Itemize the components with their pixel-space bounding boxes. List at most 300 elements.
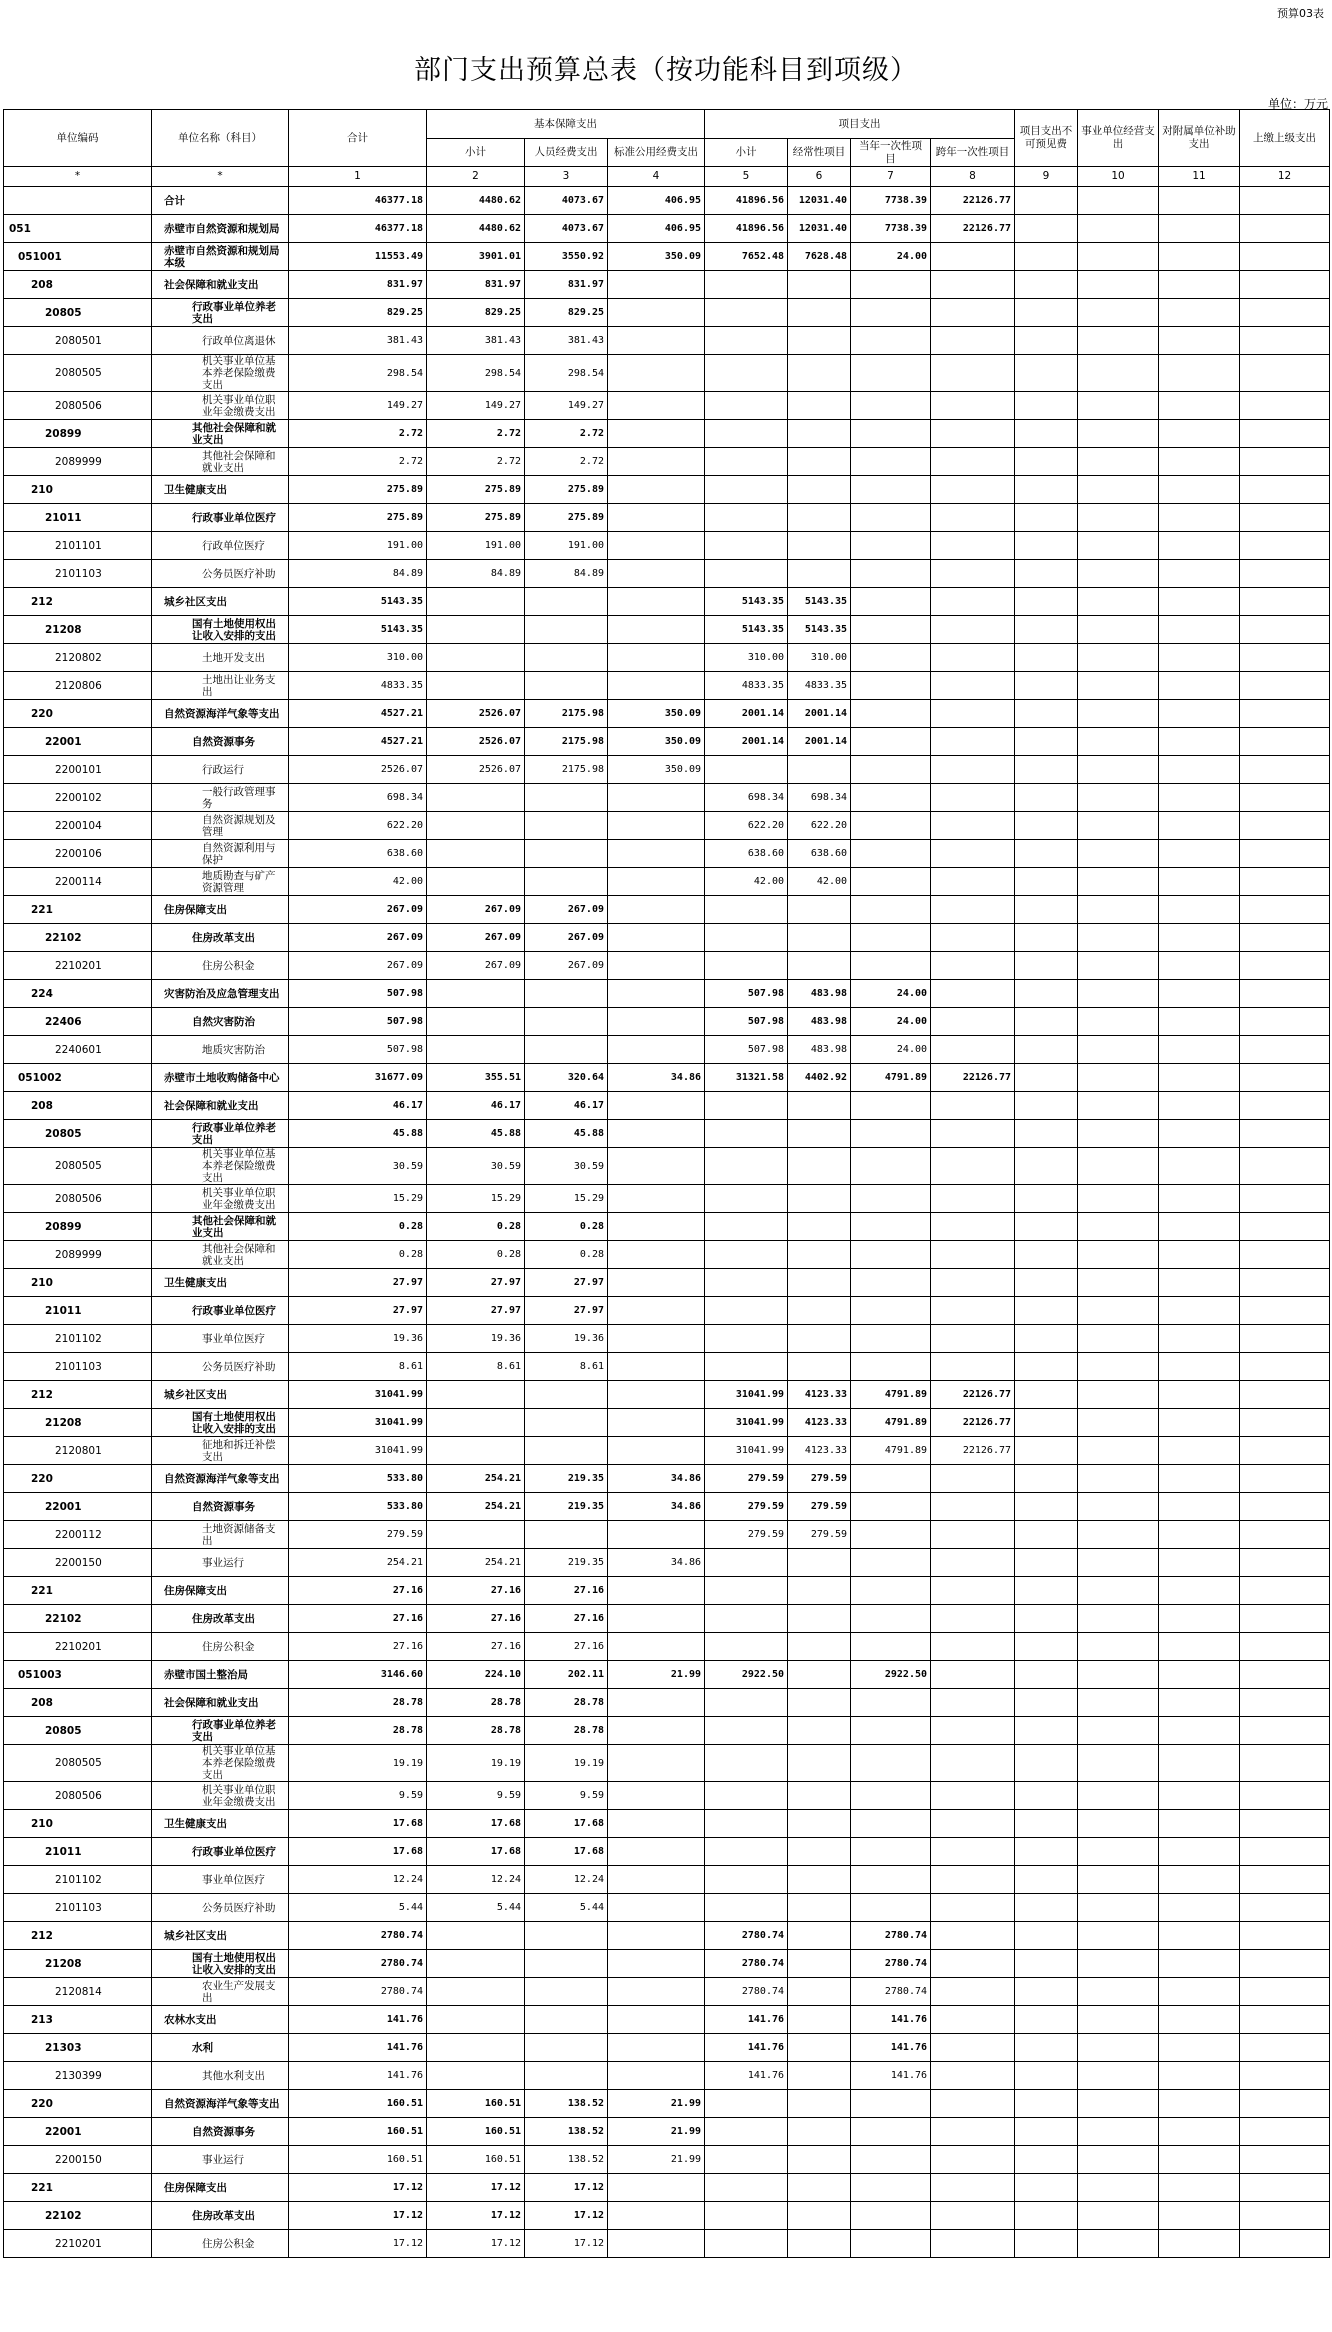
row-value bbox=[608, 1689, 705, 1717]
row-value bbox=[608, 1353, 705, 1381]
row-value bbox=[788, 1269, 851, 1297]
row-value: 483.98 bbox=[788, 1008, 851, 1036]
row-value: 275.89 bbox=[289, 504, 427, 532]
row-value: 27.97 bbox=[525, 1269, 608, 1297]
row-value bbox=[1240, 1465, 1330, 1493]
row-value: 28.78 bbox=[525, 1689, 608, 1717]
row-name: 行政运行 bbox=[152, 756, 289, 784]
row-value bbox=[788, 327, 851, 355]
row-value bbox=[851, 2202, 931, 2230]
row-value bbox=[851, 1894, 931, 1922]
column-index: 4 bbox=[608, 167, 705, 187]
row-value bbox=[788, 1577, 851, 1605]
row-name: 国有土地使用权出让收入安排的支出 bbox=[152, 616, 289, 644]
table-row bbox=[4, 392, 1330, 420]
row-value bbox=[1159, 1241, 1240, 1269]
row-value: 28.78 bbox=[289, 1689, 427, 1717]
row-code: 208 bbox=[4, 1689, 152, 1717]
row-value bbox=[1159, 1745, 1240, 1782]
table-row bbox=[4, 1950, 1330, 1978]
header-recurring: 经常性项目 bbox=[788, 139, 851, 167]
row-code: 21011 bbox=[4, 1297, 152, 1325]
row-value bbox=[705, 327, 788, 355]
row-value bbox=[1078, 952, 1159, 980]
row-value bbox=[1015, 1185, 1078, 1213]
row-code: 2101102 bbox=[4, 1325, 152, 1353]
row-code: 210 bbox=[4, 1269, 152, 1297]
row-value bbox=[705, 896, 788, 924]
row-value bbox=[851, 1353, 931, 1381]
row-value bbox=[851, 1605, 931, 1633]
row-value: 17.12 bbox=[289, 2230, 427, 2258]
row-value: 19.36 bbox=[427, 1325, 525, 1353]
row-name: 社会保障和就业支出 bbox=[152, 1689, 289, 1717]
row-value: 31041.99 bbox=[705, 1381, 788, 1409]
row-value bbox=[608, 980, 705, 1008]
row-value bbox=[788, 1297, 851, 1325]
row-value: 34.86 bbox=[608, 1549, 705, 1577]
row-value bbox=[851, 1810, 931, 1838]
row-name: 城乡社区支出 bbox=[152, 588, 289, 616]
row-value: 160.51 bbox=[427, 2118, 525, 2146]
row-value: 219.35 bbox=[525, 1465, 608, 1493]
row-value bbox=[788, 271, 851, 299]
row-value: 533.80 bbox=[289, 1493, 427, 1521]
row-value bbox=[608, 1717, 705, 1745]
row-value bbox=[1159, 243, 1240, 271]
row-value bbox=[788, 2118, 851, 2146]
row-value bbox=[427, 2062, 525, 2090]
row-value: 406.95 bbox=[608, 187, 705, 215]
row-value: 267.09 bbox=[427, 952, 525, 980]
row-value bbox=[608, 560, 705, 588]
table-row bbox=[4, 896, 1330, 924]
row-value bbox=[788, 1241, 851, 1269]
row-value bbox=[1015, 560, 1078, 588]
table-row bbox=[4, 1894, 1330, 1922]
row-value bbox=[931, 476, 1015, 504]
row-value bbox=[851, 504, 931, 532]
row-value bbox=[788, 2034, 851, 2062]
table-row bbox=[4, 1185, 1330, 1213]
row-value bbox=[1240, 448, 1330, 476]
row-value bbox=[1015, 644, 1078, 672]
row-value bbox=[608, 1325, 705, 1353]
row-value bbox=[788, 420, 851, 448]
row-value bbox=[851, 812, 931, 840]
row-value bbox=[1240, 2230, 1330, 2258]
row-value bbox=[525, 2062, 608, 2090]
row-value bbox=[427, 868, 525, 896]
row-value bbox=[1240, 1978, 1330, 2006]
row-value bbox=[931, 644, 1015, 672]
row-value bbox=[705, 532, 788, 560]
row-value bbox=[931, 1605, 1015, 1633]
row-value: 45.88 bbox=[525, 1120, 608, 1148]
row-value bbox=[705, 299, 788, 327]
row-value bbox=[1078, 1036, 1159, 1064]
row-code: 221 bbox=[4, 2174, 152, 2202]
row-value: 141.76 bbox=[289, 2006, 427, 2034]
row-value bbox=[788, 2146, 851, 2174]
row-value bbox=[705, 1633, 788, 1661]
row-value: 191.00 bbox=[289, 532, 427, 560]
row-value bbox=[1240, 355, 1330, 392]
row-value bbox=[931, 1008, 1015, 1036]
row-value: 28.78 bbox=[427, 1717, 525, 1745]
row-value bbox=[427, 588, 525, 616]
row-value bbox=[1078, 1185, 1159, 1213]
row-value bbox=[851, 1185, 931, 1213]
row-value bbox=[931, 1978, 1015, 2006]
row-name: 国有土地使用权出让收入安排的支出 bbox=[152, 1409, 289, 1437]
row-code: 2101103 bbox=[4, 1353, 152, 1381]
row-value: 34.86 bbox=[608, 1064, 705, 1092]
row-value bbox=[1015, 1325, 1078, 1353]
row-value bbox=[1159, 1185, 1240, 1213]
row-value: 34.86 bbox=[608, 1493, 705, 1521]
row-name: 土地资源储备支出 bbox=[152, 1521, 289, 1549]
row-value bbox=[705, 1689, 788, 1717]
row-value bbox=[1078, 1120, 1159, 1148]
row-name: 住房改革支出 bbox=[152, 2202, 289, 2230]
row-value bbox=[1015, 1353, 1078, 1381]
header-code: 单位编码 bbox=[4, 110, 152, 167]
row-value: 267.09 bbox=[525, 896, 608, 924]
row-value bbox=[1240, 420, 1330, 448]
table-row bbox=[4, 1036, 1330, 1064]
row-value bbox=[851, 299, 931, 327]
row-value bbox=[1159, 1978, 1240, 2006]
row-value bbox=[1159, 952, 1240, 980]
row-name: 住房保障支出 bbox=[152, 1577, 289, 1605]
row-value bbox=[931, 243, 1015, 271]
row-value bbox=[788, 504, 851, 532]
row-value bbox=[1240, 980, 1330, 1008]
row-code: 221 bbox=[4, 1577, 152, 1605]
row-value bbox=[1015, 2174, 1078, 2202]
table-row bbox=[4, 1689, 1330, 1717]
table-row bbox=[4, 812, 1330, 840]
row-code: 208 bbox=[4, 271, 152, 299]
row-value bbox=[931, 1036, 1015, 1064]
row-value bbox=[705, 1148, 788, 1185]
row-value bbox=[427, 784, 525, 812]
row-value bbox=[1078, 187, 1159, 215]
row-value: 138.52 bbox=[525, 2146, 608, 2174]
row-code bbox=[4, 187, 152, 215]
column-index: 12 bbox=[1240, 167, 1330, 187]
row-value bbox=[1078, 1633, 1159, 1661]
row-value: 5.44 bbox=[427, 1894, 525, 1922]
row-value bbox=[1015, 1810, 1078, 1838]
row-value: 22126.77 bbox=[931, 1064, 1015, 1092]
table-row bbox=[4, 532, 1330, 560]
table-row bbox=[4, 588, 1330, 616]
row-value bbox=[1159, 1633, 1240, 1661]
row-value bbox=[788, 1810, 851, 1838]
column-index: 5 bbox=[705, 167, 788, 187]
row-value bbox=[608, 1269, 705, 1297]
row-value bbox=[1240, 700, 1330, 728]
row-value bbox=[705, 1297, 788, 1325]
table-row bbox=[4, 1148, 1330, 1185]
row-value bbox=[788, 1120, 851, 1148]
table-row bbox=[4, 2118, 1330, 2146]
row-value bbox=[1240, 1036, 1330, 1064]
row-value bbox=[1159, 2202, 1240, 2230]
row-value bbox=[1159, 532, 1240, 560]
table-row bbox=[4, 476, 1330, 504]
row-value: 2780.74 bbox=[851, 1950, 931, 1978]
row-value: 27.16 bbox=[427, 1605, 525, 1633]
row-value: 17.12 bbox=[289, 2174, 427, 2202]
row-value bbox=[705, 756, 788, 784]
row-value: 267.09 bbox=[427, 896, 525, 924]
row-value bbox=[1015, 1605, 1078, 1633]
row-value bbox=[1159, 728, 1240, 756]
row-value bbox=[851, 616, 931, 644]
row-value bbox=[931, 1950, 1015, 1978]
row-value bbox=[705, 1549, 788, 1577]
row-value: 279.59 bbox=[788, 1521, 851, 1549]
row-value: 141.76 bbox=[851, 2062, 931, 2090]
row-value: 507.98 bbox=[705, 980, 788, 1008]
row-value bbox=[525, 840, 608, 868]
budget-table bbox=[3, 109, 1330, 2258]
row-value bbox=[788, 1213, 851, 1241]
row-value bbox=[931, 1269, 1015, 1297]
row-value bbox=[1240, 1437, 1330, 1465]
row-value: 320.64 bbox=[525, 1064, 608, 1092]
row-value bbox=[1078, 812, 1159, 840]
row-value bbox=[851, 1717, 931, 1745]
row-value bbox=[851, 644, 931, 672]
row-value bbox=[1240, 896, 1330, 924]
row-name: 行政事业单位养老支出 bbox=[152, 1717, 289, 1745]
row-value bbox=[608, 1605, 705, 1633]
row-name: 城乡社区支出 bbox=[152, 1922, 289, 1950]
row-value bbox=[931, 2118, 1015, 2146]
row-value bbox=[1078, 504, 1159, 532]
row-value: 829.25 bbox=[289, 299, 427, 327]
row-value: 12.24 bbox=[427, 1866, 525, 1894]
row-value bbox=[525, 616, 608, 644]
row-value bbox=[1015, 588, 1078, 616]
row-value: 27.97 bbox=[525, 1297, 608, 1325]
row-value: 2780.74 bbox=[705, 1950, 788, 1978]
row-value bbox=[608, 1297, 705, 1325]
row-code: 2101103 bbox=[4, 560, 152, 588]
row-value: 191.00 bbox=[427, 532, 525, 560]
row-value bbox=[851, 1465, 931, 1493]
table-row bbox=[4, 1577, 1330, 1605]
table-row bbox=[4, 1064, 1330, 1092]
row-code: 2210201 bbox=[4, 952, 152, 980]
row-code: 2080505 bbox=[4, 1148, 152, 1185]
row-value: 149.27 bbox=[525, 392, 608, 420]
row-value bbox=[851, 2174, 931, 2202]
row-value bbox=[1240, 504, 1330, 532]
row-value: 15.29 bbox=[525, 1185, 608, 1213]
row-value bbox=[608, 588, 705, 616]
table-row bbox=[4, 243, 1330, 271]
row-value bbox=[931, 1633, 1015, 1661]
row-name: 自然资源事务 bbox=[152, 1493, 289, 1521]
row-value bbox=[851, 2146, 931, 2174]
row-value: 191.00 bbox=[525, 532, 608, 560]
row-name: 公务员医疗补助 bbox=[152, 1894, 289, 1922]
row-value bbox=[1159, 1120, 1240, 1148]
row-value bbox=[525, 1922, 608, 1950]
row-value bbox=[1015, 504, 1078, 532]
row-value bbox=[1159, 896, 1240, 924]
row-code: 2101101 bbox=[4, 532, 152, 560]
row-value bbox=[525, 1008, 608, 1036]
table-row bbox=[4, 980, 1330, 1008]
table-row bbox=[4, 1465, 1330, 1493]
row-value: 5143.35 bbox=[289, 588, 427, 616]
row-value: 24.00 bbox=[851, 1036, 931, 1064]
row-name: 机关事业单位职业年金缴费支出 bbox=[152, 1782, 289, 1810]
row-value bbox=[931, 1465, 1015, 1493]
row-value: 21.99 bbox=[608, 2118, 705, 2146]
row-value bbox=[1159, 2062, 1240, 2090]
row-code: 2200101 bbox=[4, 756, 152, 784]
row-name: 合计 bbox=[152, 187, 289, 215]
row-value: 24.00 bbox=[851, 980, 931, 1008]
row-value bbox=[705, 392, 788, 420]
row-value: 0.28 bbox=[525, 1241, 608, 1269]
row-code: 20805 bbox=[4, 1717, 152, 1745]
row-name: 自然资源事务 bbox=[152, 2118, 289, 2146]
row-value bbox=[608, 840, 705, 868]
row-value bbox=[1240, 1838, 1330, 1866]
row-code: 2200102 bbox=[4, 784, 152, 812]
header-basic: 基本保障支出 bbox=[427, 110, 705, 139]
row-value bbox=[788, 1549, 851, 1577]
row-value: 31677.09 bbox=[289, 1064, 427, 1092]
table-row bbox=[4, 672, 1330, 700]
row-value bbox=[1015, 896, 1078, 924]
row-value bbox=[1078, 2174, 1159, 2202]
row-code: 212 bbox=[4, 1922, 152, 1950]
row-value bbox=[1078, 2202, 1159, 2230]
row-value bbox=[1240, 2090, 1330, 2118]
row-value bbox=[851, 532, 931, 560]
row-value bbox=[608, 2230, 705, 2258]
row-value: 2526.07 bbox=[289, 756, 427, 784]
column-index: 3 bbox=[525, 167, 608, 187]
row-value bbox=[1159, 476, 1240, 504]
row-value: 507.98 bbox=[705, 1036, 788, 1064]
header-personnel: 人员经费支出 bbox=[525, 139, 608, 167]
row-value bbox=[608, 1922, 705, 1950]
row-value bbox=[1078, 2118, 1159, 2146]
row-value bbox=[931, 616, 1015, 644]
row-value: 2780.74 bbox=[705, 1978, 788, 2006]
row-value bbox=[1240, 1810, 1330, 1838]
row-value: 45.88 bbox=[427, 1120, 525, 1148]
row-value bbox=[1159, 2174, 1240, 2202]
table-row bbox=[4, 2230, 1330, 2258]
row-value bbox=[608, 420, 705, 448]
row-value bbox=[608, 616, 705, 644]
row-value bbox=[1015, 1782, 1078, 1810]
row-value bbox=[1078, 756, 1159, 784]
row-value bbox=[931, 1549, 1015, 1577]
row-value: 21.99 bbox=[608, 1661, 705, 1689]
row-value bbox=[1159, 187, 1240, 215]
row-value: 31041.99 bbox=[705, 1409, 788, 1437]
row-value bbox=[788, 1353, 851, 1381]
row-value: 41896.56 bbox=[705, 187, 788, 215]
table-row bbox=[4, 1325, 1330, 1353]
row-value bbox=[705, 1577, 788, 1605]
row-value bbox=[851, 1297, 931, 1325]
row-value bbox=[788, 1950, 851, 1978]
row-value bbox=[427, 1521, 525, 1549]
table-row bbox=[4, 756, 1330, 784]
row-value bbox=[525, 1437, 608, 1465]
row-value bbox=[931, 2202, 1015, 2230]
row-name: 住房公积金 bbox=[152, 2230, 289, 2258]
table-row bbox=[4, 327, 1330, 355]
row-value: 831.97 bbox=[525, 271, 608, 299]
row-value: 27.97 bbox=[289, 1269, 427, 1297]
row-value: 219.35 bbox=[525, 1493, 608, 1521]
row-value bbox=[851, 924, 931, 952]
row-value bbox=[608, 2202, 705, 2230]
row-value: 4527.21 bbox=[289, 728, 427, 756]
row-value bbox=[525, 868, 608, 896]
row-value bbox=[1159, 504, 1240, 532]
row-value bbox=[931, 1521, 1015, 1549]
row-value bbox=[1078, 1213, 1159, 1241]
row-value bbox=[1159, 1036, 1240, 1064]
row-code: 22102 bbox=[4, 1605, 152, 1633]
row-name: 住房保障支出 bbox=[152, 2174, 289, 2202]
row-value bbox=[1159, 327, 1240, 355]
row-value bbox=[1078, 1782, 1159, 1810]
row-value: 622.20 bbox=[788, 812, 851, 840]
row-value: 224.10 bbox=[427, 1661, 525, 1689]
row-code: 2200150 bbox=[4, 2146, 152, 2174]
row-value bbox=[608, 1838, 705, 1866]
row-value: 4833.35 bbox=[705, 672, 788, 700]
row-value bbox=[931, 2146, 1015, 2174]
row-name: 住房改革支出 bbox=[152, 1605, 289, 1633]
row-value bbox=[1015, 1120, 1078, 1148]
row-value bbox=[1159, 812, 1240, 840]
row-value bbox=[931, 327, 1015, 355]
row-value: 9.59 bbox=[525, 1782, 608, 1810]
row-value: 46377.18 bbox=[289, 215, 427, 243]
row-value bbox=[1015, 187, 1078, 215]
row-value: 2922.50 bbox=[851, 1661, 931, 1689]
row-value bbox=[608, 1148, 705, 1185]
row-value: 24.00 bbox=[851, 243, 931, 271]
table-row bbox=[4, 1717, 1330, 1745]
row-value bbox=[1240, 812, 1330, 840]
row-value bbox=[851, 1521, 931, 1549]
row-value bbox=[608, 1036, 705, 1064]
row-code: 2120802 bbox=[4, 644, 152, 672]
row-value: 638.60 bbox=[289, 840, 427, 868]
row-value: 4833.35 bbox=[788, 672, 851, 700]
row-value: 12.24 bbox=[525, 1866, 608, 1894]
row-value bbox=[705, 1782, 788, 1810]
